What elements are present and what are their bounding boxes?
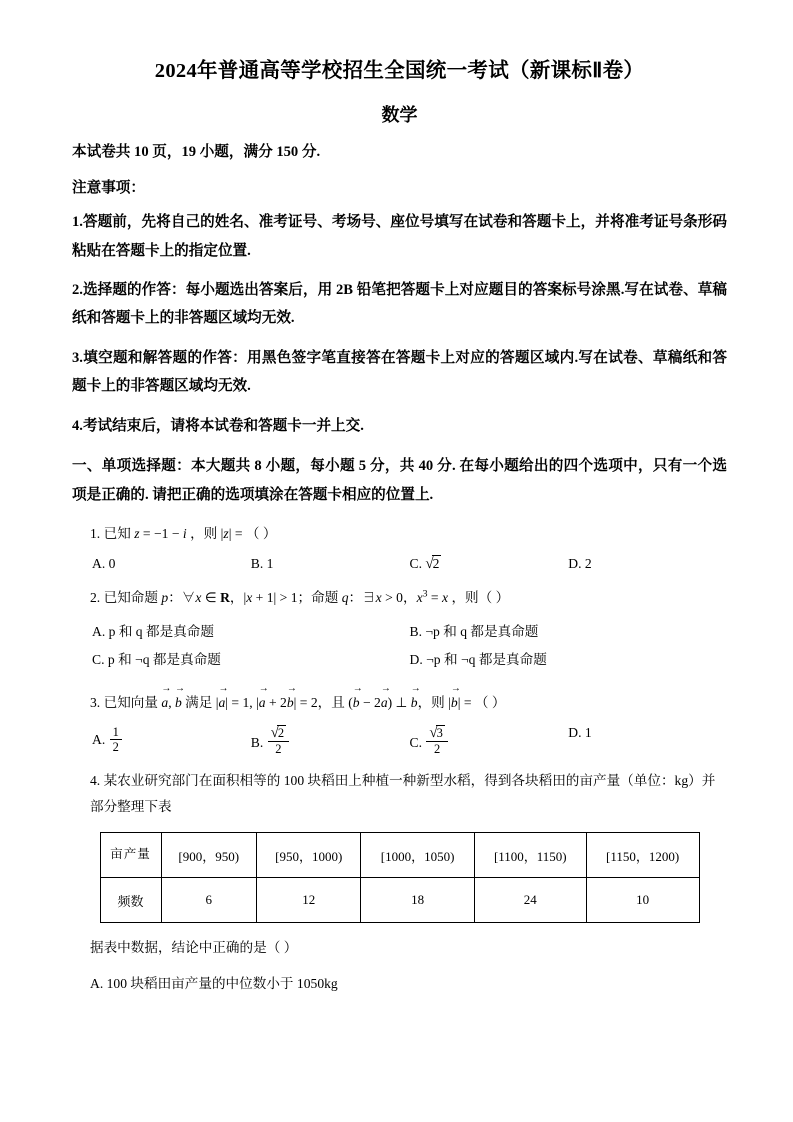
table-row-frequency <box>100 878 699 923</box>
question-4-number: 4. <box>90 773 101 789</box>
row-header-yield: 亩产量 <box>100 833 161 878</box>
question-2-option-a[interactable]: A. p 和 q 都是真命题 <box>92 623 214 639</box>
fraction-sqrt2-over-2: $\frac{√2}{2}$ <box>268 725 289 757</box>
notice-item-3: 3.填空题和解答题的作答：用黑色签字笔直接答在答题卡上对应的答题区域内.写在试卷、草稿纸和答题卡上的非答题区域均无效. <box>72 349 727 395</box>
question-2-option-b[interactable]: B. ¬p 和 q 都是真命题 <box>409 623 539 639</box>
question-4-stem <box>72 768 727 820</box>
question-2-stem: 2. 已知命题 p：∀x ∈ R，|x + 1| > 1；命题 q：∃x > 0，$x^3 = x$ ，则（ ） <box>90 588 510 605</box>
table-cell-value-1: 6 <box>161 878 257 923</box>
table-cell-value-4: 24 <box>474 878 586 923</box>
question-4-option-a[interactable]: A. 100 块稻田亩产量的中位数小于 1050kg <box>90 976 338 992</box>
fraction-one-half: $\frac{1}{2}$ <box>110 725 122 754</box>
question-2-option-d[interactable]: D. ¬p 和 ¬q 都是真命题 <box>409 651 547 667</box>
table-cell-value-2: 12 <box>257 878 361 923</box>
question-1-option-d[interactable]: D. 2 <box>568 556 592 571</box>
notice-item-1: 1.答题前，先将自己的姓名、准考证号、考场号、座位号填写在试卷和答题卡上，并将准考证号条形码粘贴在答题卡上的指定位置. <box>72 214 727 259</box>
question-4-text: 某农业研究部门在面积相等的 100 块稻田上种植一种新型水稻，得到各块稻田的亩产量（单位：kg）并部分整理下表 <box>90 773 716 815</box>
question-1-stem-tail: ，则 <box>190 526 218 542</box>
fraction-sqrt3-over-2: $\frac{√3}{2}$ <box>426 725 447 757</box>
vector-b-glyph: → b <box>174 682 185 710</box>
question-1-number: 1. <box>90 526 101 542</box>
question-1-options <box>72 556 727 573</box>
table-cell-category-4: [1100，1150) <box>474 833 586 878</box>
question-1-option-a[interactable]: A. 0 <box>92 556 116 571</box>
question-3-option-a[interactable]: A. $\frac{1}{2}$ <box>92 725 251 757</box>
question-3-option-c[interactable]: C. $\frac{√3}{2}$ <box>410 725 569 757</box>
question-2-stem-prefix: 已知命题 <box>103 590 158 605</box>
question-3-paren: （ ） <box>474 694 506 710</box>
question-3-option-d[interactable]: D. 1 <box>568 724 592 740</box>
question-3-option-b[interactable]: B. $\frac{√2}{2}$ <box>251 725 410 757</box>
table-cell-category-1: [900，950) <box>161 833 257 878</box>
notice-item-4: 4.考试结束后，请将本试卷和答题卡一并上交. <box>72 417 364 434</box>
question-2-options <box>72 620 727 676</box>
question-1-option-c[interactable]: C. √2 <box>409 556 440 572</box>
sqrt-2-glyph: √2 <box>425 556 440 572</box>
table-cell-category-2: [950，1000) <box>257 833 361 878</box>
table-cell-value-3: 18 <box>361 878 474 923</box>
table-row-yield <box>100 833 699 878</box>
question-2-option-c[interactable]: C. p 和 ¬q 都是真命题 <box>92 651 221 667</box>
notice-item-2: 2.选择题的作答：每小题选出答案后，用 2B 铅笔把答题卡上对应题目的答案标号涂黑.写在试卷、草稿纸和答题卡上的非答题区域均无效. <box>72 282 727 327</box>
subject-title: 数学 <box>381 104 418 125</box>
table-cell-category-5: [1150，1200) <box>586 833 699 878</box>
vector-a-glyph: → a <box>161 682 172 710</box>
paper-intro: 本试卷共 10 页，19 小题，满分 150 分. <box>72 143 321 160</box>
question-2-paren: ，则（ ） <box>451 590 510 605</box>
question-1-option-b[interactable]: B. 1 <box>250 556 274 571</box>
section-one-heading: 一、单项选择题：本大题共 8 小题，每小题 5 分，共 40 分. 在每小题给出的四个选项中，只有一个选项是正确的. 请把正确的选项填涂在答题卡相应的位置上. <box>72 458 727 503</box>
notice-heading: 注意事项： <box>72 180 145 197</box>
table-cell-category-3: [1000，1050) <box>361 833 474 878</box>
question-4-after-table: 据表中数据，结论中正确的是（ ） <box>90 940 298 956</box>
question-3-stem: 3. 已知向量 → a, → b 满足 | → a| = 1, | → a + 2 → b| = 2，且 ( → b − 2 → a) ⊥ → b，则 | → b| = （ ） <box>72 688 727 716</box>
question-1-stem-prefix: 已知 <box>103 526 131 542</box>
question-1-paren: （ ） <box>245 526 277 542</box>
question-2-number: 2. <box>90 590 101 605</box>
table-cell-value-5: 10 <box>586 878 699 923</box>
row-header-frequency: 频数 <box>100 878 161 923</box>
question-3-number: 3. <box>90 694 101 710</box>
question-3-stem-prefix: 已知向量 <box>103 694 158 710</box>
question-1-stem: 1. 已知 z = −1 − i ，则 |z| = （ ） <box>90 526 277 542</box>
page-title: 2024年普通高等学校招生全国统一考试（新课标Ⅱ卷） <box>154 60 645 82</box>
frequency-table <box>100 832 700 923</box>
question-3-options <box>72 725 727 757</box>
